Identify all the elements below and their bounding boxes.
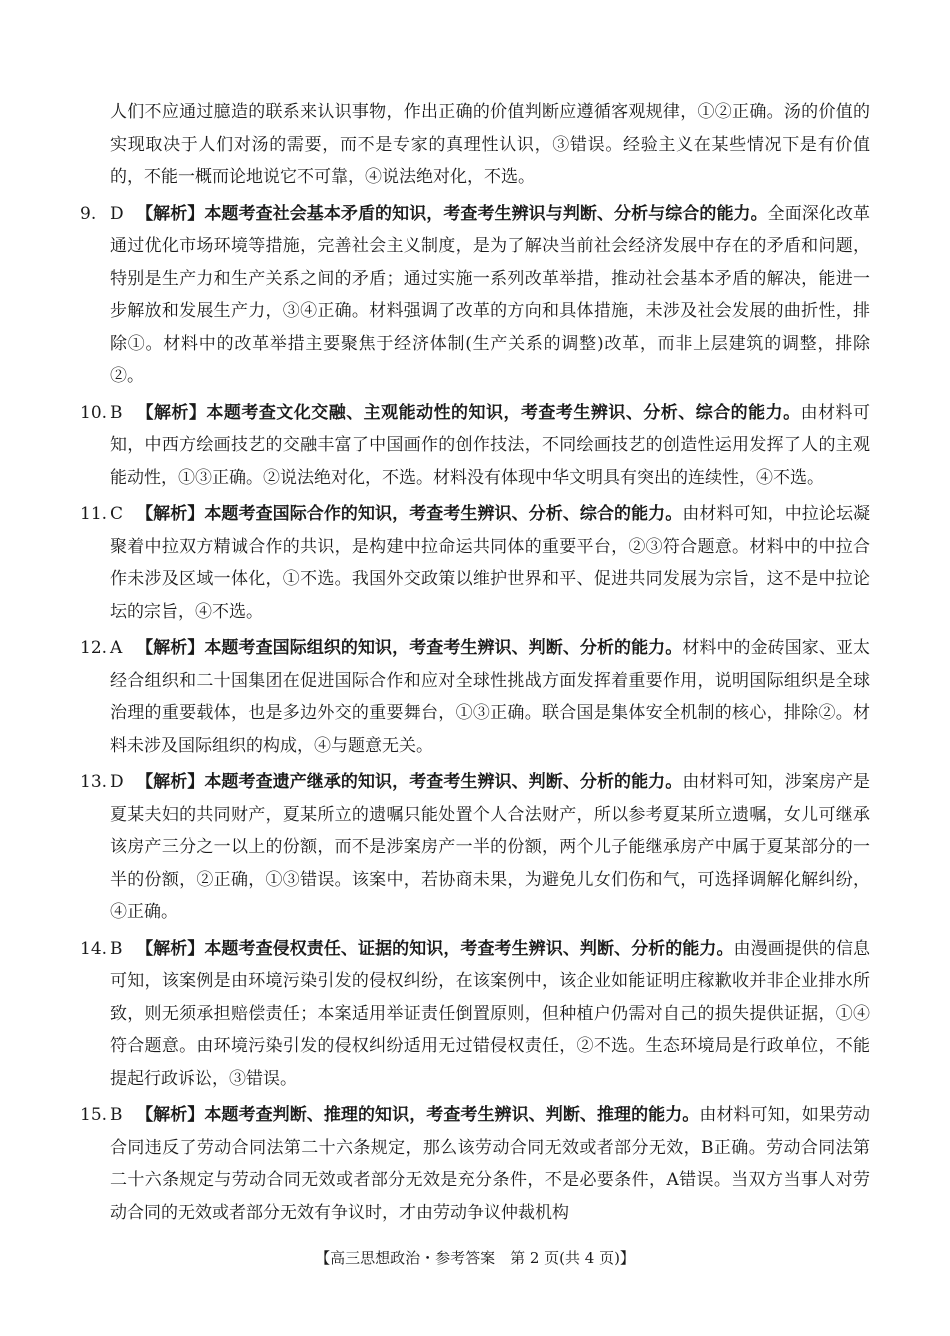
analysis-tag: 【解析】 xyxy=(136,504,205,524)
answer-item-9 xyxy=(80,198,870,397)
topic-lead: 本题考查文化交融、主观能动性的知识，考查考生辨识、分析、综合的能力。 xyxy=(206,402,801,423)
item-number: 12. xyxy=(80,638,108,658)
intro-paragraph: 人们不应通过臆造的联系来认识事物，作出正确的价值判断应遵循客观规律，①②正确。汤的价值的实现取决于人们对汤的需要，而不是专家的真理性认识，③错误。经验主义在某些情况下是有价值的，不能一概而论地说它不可靠，④说法绝对化，不选。 xyxy=(110,102,870,187)
item-body xyxy=(110,1099,870,1229)
item-body xyxy=(110,397,870,495)
explanation-text: 全面深化改革通过优化市场环境等措施，完善社会主义制度，是为了解决当前社会经济发展中存在的矛盾和问题，特别是生产力和生产关系之间的矛盾；通过实施一系列改革举措，推动社会基本矛盾的解决，能进一步解放和发展生产力，③④正确。材料强调了改革的方向和具体措施，未涉及社会发展的曲折性，排除①。材料中的改革举措主要聚焦于经济体制(生产关系的调整)改革，而非上层建筑的调整，排除②。 xyxy=(110,203,871,386)
explanation-text: 材料中的金砖国家、亚太经合组织和二十国集团在促进国际合作和应对全球性挑战方面发挥着重要作用，说明国际组织是全球治理的重要载体，也是多边外交的重要舞台，①③正确。联合国是集体安全机制的核心，排除②。材料未涉及国际组织的构成，④与题意无关。 xyxy=(110,638,871,756)
answer-item-10 xyxy=(80,397,870,499)
topic-lead: 本题考查判断、推理的知识，考查考生辨识、判断、推理的能力。 xyxy=(204,1105,700,1125)
analysis-tag: 【解析】 xyxy=(136,1105,205,1125)
answer-item-11 xyxy=(80,498,870,632)
analysis-tag: 【解析】 xyxy=(136,402,207,423)
analysis-tag: 【解析】 xyxy=(136,638,205,658)
answer-letter: D xyxy=(110,772,124,792)
analysis-tag: 【解析】 xyxy=(136,772,205,792)
item-body xyxy=(110,933,870,1096)
topic-lead: 本题考查国际合作的知识，考查考生辨识、分析、综合的能力。 xyxy=(204,504,683,524)
explanation-text: 由材料可知，中拉论坛凝聚着中拉双方精诚合作的共识，是构建中拉命运共同体的重要平台，②③符合题意。材料中的中拉合作未涉及区域一体化，①不选。我国外交政策以维护世界和平、促进共同发展为宗旨，这不是中拉论坛的宗旨，④不选。 xyxy=(110,504,871,622)
topic-lead: 本题考查侵权责任、证据的知识，考查考生辨识、判断、分析的能力。 xyxy=(204,938,734,959)
item-body xyxy=(110,198,870,393)
explanation-text: 由材料可知，如果劳动合同违反了劳动合同法第二十六条规定，那么该劳动合同无效或者部分无效，B正确。劳动合同法第二十六条规定与劳动合同无效或者部分无效是充分条件，不是必要条件，A错误。当双方当事人对劳动合同的无效或者部分无效有争议时，才由劳动争议仲裁机构 xyxy=(110,1105,871,1223)
item-number: 11. xyxy=(80,504,108,524)
explanation-text: 由材料可知，涉案房产是夏某夫妇的共同财产，夏某所立的遗嘱只能处置个人合法财产，所以参考夏某所立遗嘱，女儿可继承该房产三分之一以上的份额，而不是涉案房产一半的份额，两个儿子能继承房产中属于夏某部分的一半的份额，②正确，①③错误。该案中，若协商未果，为避免儿女们伤和气，可选择调解化解纠纷，④正确。 xyxy=(110,772,871,922)
answer-letter: B xyxy=(110,938,123,959)
answer-letter: B xyxy=(110,402,123,423)
answer-item-12 xyxy=(80,632,870,766)
item-number: 9. xyxy=(80,203,97,224)
topic-lead: 本题考查社会基本矛盾的知识，考查考生辨识与判断、分析与综合的能力。 xyxy=(204,203,768,224)
page-footer: 【高三思想政治・参考答案 第 2 页(共 4 页)】 xyxy=(315,1249,635,1267)
answer-letter: C xyxy=(110,504,124,524)
item-number: 15. xyxy=(80,1105,108,1125)
explanation-text: 由漫画提供的信息可知，该案例是由环境污染引发的侵权纠纷，在该案例中，该企业如能证明庄稼歉收并非企业排水所致，则无须承担赔偿责任；本案适用举证责任倒置原则，但种植户仍需对自己的损失提供证据，①④符合题意。由环境污染引发的侵权纠纷适用无过错侵权责任，②不选。生态环境局是行政单位，不能提起行政诉讼，③错误。 xyxy=(110,938,871,1089)
item-body xyxy=(110,498,870,628)
topic-lead: 本题考查遗产继承的知识，考查考生辨识、判断、分析的能力。 xyxy=(204,772,683,792)
answer-item-15 xyxy=(80,1099,870,1233)
answer-letter: A xyxy=(110,638,123,658)
topic-lead: 本题考查国际组织的知识，考查考生辨识、判断、分析的能力。 xyxy=(204,638,683,658)
answer-item-13 xyxy=(80,766,870,933)
answer-letter: D xyxy=(110,203,124,224)
item-number: 13. xyxy=(80,772,108,792)
explanation-text: 由材料可知，中西方绘画技艺的交融丰富了中国画作的创作技法，不同绘画技艺的创造性运用发挥了人的主观能动性，①③正确。②说法绝对化，不选。材料没有体现中华文明具有突出的连续性，④不选。 xyxy=(110,402,871,488)
item-body xyxy=(110,632,870,762)
item-number: 14. xyxy=(80,938,108,959)
item-body xyxy=(110,766,870,929)
analysis-tag: 【解析】 xyxy=(136,203,205,224)
answer-item-14 xyxy=(80,933,870,1100)
answer-content xyxy=(80,96,870,1233)
analysis-tag: 【解析】 xyxy=(136,938,205,959)
item-number: 10. xyxy=(80,402,108,423)
answer-letter: B xyxy=(110,1105,123,1125)
